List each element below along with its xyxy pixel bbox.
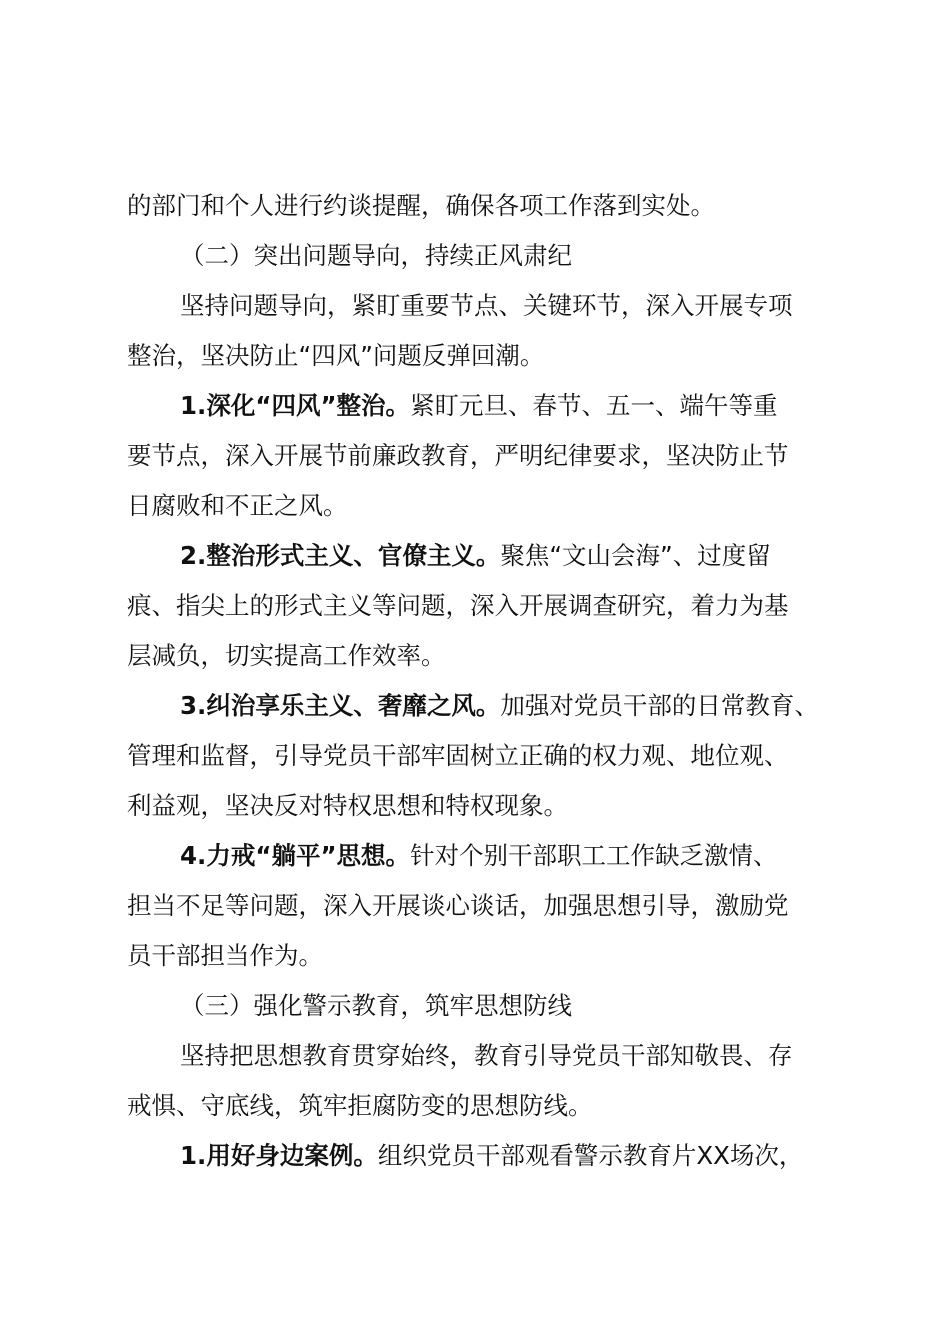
item-line [180,840,778,872]
item-text: 紧盯元旦、春节、五一、端午等重 [410,391,778,420]
item-text: 针对个别干部职工工作缺乏激情、 [410,841,778,870]
paragraph-line: 坚持把思想教育贯穿始终，教育引导党员干部知敬畏、存 [180,1041,793,1070]
item-line [180,690,819,722]
paragraph-line: 利益观，坚决反对特权思想和特权现象。 [127,791,568,820]
item-line [180,540,771,572]
paragraph-line: 痕、指尖上的形式主义等问题，深入开展调查研究，着力为基 [127,591,789,620]
section-heading-2: （二）突出问题导向，持续正风肃纪 [180,241,572,270]
paragraph-line: 日腐败和不正之风。 [127,491,348,520]
item-line [180,390,778,422]
paragraph-line: 整治，坚决防止“四风”问题反弹回潮。 [127,341,545,370]
item-title: 2.整治形式主义、官僚主义。 [180,541,501,570]
paragraph-line: 管理和监督，引导党员干部牢固树立正确的权力观、地位观、 [127,741,789,770]
paragraph-line: 层减负，切实提高工作效率。 [127,641,446,670]
item-title: 3.纠治享乐主义、奢靡之风。 [180,691,501,720]
item-line [180,1140,803,1172]
item-text: 组织党员干部观看警示教育片XX场次， [377,1141,804,1170]
paragraph-line: 坚持问题导向，紧盯重要节点、关键环节，深入开展专项 [180,291,793,320]
paragraph-line: 戒惧、守底线，筑牢拒腐防变的思想防线。 [127,1091,593,1120]
item-title: 4.力戒“躺平”思想。 [180,841,411,870]
paragraph-line: 员干部担当作为。 [127,941,323,970]
item-text: 加强对党员干部的日常教育、 [500,691,819,720]
item-title: 1.用好身边案例。 [180,1141,378,1170]
item-text: 聚焦“文山会海”、过度留 [500,541,771,570]
continuation-text: 的部门和个人进行约谈提醒，确保各项工作落到实处。 [127,191,715,220]
paragraph-line: 要节点，深入开展节前廉政教育，严明纪律要求，坚决防止节 [127,441,789,470]
item-title: 1.深化“四风”整治。 [180,391,411,420]
section-heading-3: （三）强化警示教育，筑牢思想防线 [180,991,572,1020]
paragraph-line: 担当不足等问题，深入开展谈心谈话，加强思想引导，激励党 [127,891,789,920]
